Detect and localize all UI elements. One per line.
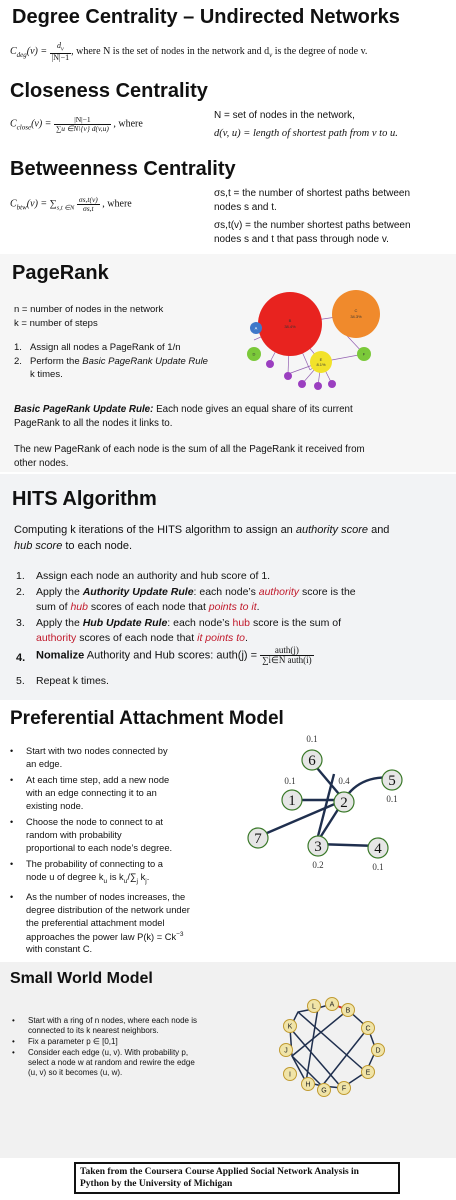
pa-bullet3-line2: random with probability: [26, 830, 122, 840]
betweenness-section: [0, 152, 456, 252]
pa-bullet2-line3: existing node.: [26, 801, 84, 811]
hits-step1: Assign each node an authority and hub score of 1.: [36, 570, 271, 582]
sw-bullet1-line2: connected to its k nearest neighbors.: [28, 1026, 159, 1035]
pagerank-node-small: [298, 380, 306, 388]
pagerank-node-small: [266, 360, 274, 368]
pagerank-label-b: B: [288, 318, 292, 323]
pagerank-new-text-line2: other nodes.: [14, 458, 69, 469]
pa-prob-1: 0.1: [284, 776, 296, 786]
pagerank-n-def: n = number of nodes in the network: [14, 304, 164, 315]
sw-bullet2: Fix a parameter p ∈ [0,1]: [28, 1037, 118, 1046]
bullet-dot: •: [10, 859, 14, 869]
pa-prob-4: 0.1: [372, 862, 384, 872]
sw-bullet3: Consider each edge (u, v). With probability p,: [28, 1048, 189, 1057]
sw-bullet3-line3: (u, v) so it becomes (u, w).: [28, 1068, 123, 1077]
sw-label-f: F: [341, 1085, 347, 1093]
pa-bullet1: Start with two nodes connected by: [26, 746, 168, 756]
sw-label-a: A: [329, 1001, 335, 1009]
bullet-dot: •: [12, 1048, 15, 1057]
hits-step3-num: 3.: [16, 617, 25, 629]
hits-step2: Apply the Authority Update Rule: each node’s authority score is the: [36, 586, 356, 598]
pa-prob-2: 0.4: [338, 776, 350, 786]
pa-node-4-label: 4: [374, 841, 382, 857]
pagerank-step1-num: 1.: [14, 342, 22, 353]
sw-bullet1: Start with a ring of n nodes, where each node is: [28, 1016, 197, 1025]
preferential-section: [0, 702, 456, 954]
preferential-graph: [246, 730, 446, 890]
bullet-dot: •: [10, 775, 14, 785]
pa-bullet5-line5: with constant C.: [26, 944, 93, 954]
hits-step4: Nomalize Authority and Hub scores: auth(j) = $\frac{\text{auth(j)}}{\text{∑i∈N auth(i)}}$: [36, 645, 312, 665]
sw-label-j: J: [284, 1047, 288, 1055]
sw-label-g: G: [321, 1087, 327, 1095]
closeness-section: [0, 72, 456, 152]
footer-line1: Taken from the Coursera Course Applied Social Network Analysis in: [80, 1167, 359, 1177]
bullet-dot: •: [10, 817, 14, 827]
pagerank-rule: Basic PageRank Update Rule: Each node gives an equal share of its current: [14, 404, 353, 415]
pagerank-label-f: F: [362, 351, 366, 357]
smallworld-graph: [268, 986, 428, 1106]
betweenness-def1a: σs,t = the number of shortest paths between: [214, 188, 411, 199]
hits-step3: Apply the Hub Update Rule: each node’s hub score is the sum of: [36, 617, 342, 629]
smallworld-bullets: [0, 962, 260, 1158]
pa-bullet3-line3: proportional to each node’s degree.: [26, 843, 173, 853]
pa-node-7-label: 7: [254, 831, 262, 847]
pa-bullet4: The probability of connecting to a: [26, 859, 163, 869]
betweenness-title: Betweenness Centrality: [10, 158, 236, 180]
hits-intro-line2: hub score to each node.: [14, 540, 133, 552]
sw-label-l: L: [312, 1003, 316, 1011]
pagerank-step1: Assign all nodes a PageRank of 1/n: [30, 342, 181, 353]
pagerank-value-c: 34.3%: [350, 314, 362, 319]
pagerank-step2-num: 2.: [14, 356, 22, 367]
pagerank-node-small: [328, 380, 336, 388]
pagerank-step2: Perform the Basic PageRank Update Rule: [30, 356, 208, 367]
hits-step5: Repeat k times.: [36, 675, 109, 687]
bullet-dot: •: [12, 1016, 15, 1025]
pagerank-section: [0, 254, 456, 472]
pagerank-label-a: A: [254, 325, 258, 331]
pa-prob-3: 0.2: [312, 860, 324, 870]
bullet-dot: •: [10, 746, 14, 756]
hits-step4-num: 4.: [16, 652, 26, 664]
pagerank-label-c: C: [354, 308, 358, 313]
sw-label-d: D: [375, 1047, 381, 1055]
sw-label-c: C: [365, 1025, 371, 1033]
sw-label-e: E: [365, 1069, 371, 1077]
pa-node-3-label: 3: [314, 839, 322, 855]
pagerank-node-small: [314, 382, 322, 390]
pa-node-5-label: 5: [388, 773, 396, 789]
sw-label-k: K: [287, 1023, 293, 1031]
pagerank-k-def: k = number of steps: [14, 318, 98, 329]
pa-bullet2-line2: with an edge connecting it to an: [26, 788, 157, 798]
sw-label-h: H: [305, 1081, 311, 1089]
pa-bullet5-line3: the preferential attachment model: [26, 918, 165, 928]
pa-node-1-label: 1: [288, 793, 296, 809]
bullet-dot: •: [10, 892, 14, 902]
sw-label-b: B: [345, 1007, 351, 1015]
hits-step2-num: 2.: [16, 586, 25, 598]
preferential-bullets: [0, 702, 240, 943]
sw-bullet3-line2: select a node w at random and rewire the edge: [28, 1058, 195, 1067]
degree-formula: $C_{deg}(v)$ = $\frac{d_v}{|N|-1}$ , where N is the set of nodes in the network and $d_v$ is the degree of node v.: [10, 41, 368, 62]
hits-section: [0, 474, 456, 700]
degree-section: [0, 0, 456, 72]
preferential-title: Preferential Attachment Model: [10, 708, 284, 729]
closeness-title: Closeness Centrality: [10, 80, 208, 102]
hits-step3-line2: authority scores of each node that it points to.: [36, 632, 248, 644]
pa-node-6-label: 6: [308, 753, 316, 769]
pa-prob-5: 0.1: [386, 794, 398, 804]
pa-bullet1-line2: an edge.: [26, 759, 63, 769]
hits-step1-num: 1.: [16, 570, 25, 582]
degree-title: Degree Centrality – Undirected Networks: [12, 6, 400, 28]
pa-bullet2: At each time step, add a new node: [26, 775, 170, 785]
hits-step2-line2: sum of hub scores of each node that points to it.: [36, 601, 260, 613]
sw-label-i: I: [289, 1071, 291, 1079]
closeness-formula: $C_{close}(v)$ = $\frac{|N|-1}{\sum u \in N\backslash\{v\} d(v,u)}$ , where: [10, 115, 143, 133]
pagerank-rule-line2: PageRank to all the nodes it links to.: [14, 418, 173, 429]
pa-node-2-label: 2: [340, 795, 348, 811]
betweenness-def1b: nodes s and t.: [214, 202, 277, 213]
pagerank-label-d: D: [252, 351, 256, 357]
pagerank-label-e: E: [319, 357, 323, 362]
hits-title: HITS Algorithm: [12, 488, 157, 510]
closeness-def-n: N = set of nodes in the network,: [214, 110, 355, 121]
pa-bullet3: Choose the node to connect to at: [26, 817, 163, 827]
footer-line2: Python by the University of Michigan: [80, 1179, 233, 1189]
pagerank-step2-k: k times.: [30, 369, 63, 380]
pagerank-value-b: 38.4%: [284, 324, 296, 329]
smallworld-section: [0, 962, 456, 1158]
footer-credit: [74, 1162, 400, 1194]
pagerank-value-e: 8.1%: [316, 362, 326, 367]
pagerank-graph: [236, 284, 396, 392]
pagerank-new-text: The new PageRank of each node is the sum of all the PageRank it received from: [14, 444, 365, 455]
pagerank-node-small: [284, 372, 292, 380]
closeness-def-d: d(v, u) = length of shortest path from v to u.: [214, 128, 398, 139]
hits-intro: Computing k iterations of the HITS algorithm to assign an authority score and: [14, 524, 390, 536]
pagerank-title: PageRank: [12, 262, 109, 284]
smallworld-title: Small World Model: [10, 970, 153, 987]
pa-bullet4-line2: node u of degree $k_u$ is $k_u/\sum_j$ $k_j$.: [26, 872, 150, 885]
betweenness-def2b: nodes s and t that pass through node v.: [214, 234, 389, 245]
pa-bullet5-line4: approaches the power law $P(k) = Ck^{-3}$: [26, 931, 184, 943]
pa-bullet5-line2: degree distribution of the network under: [26, 905, 190, 915]
betweenness-formula: $C_{btw}(v) = \sum_{s,t \in N}$ $\frac{\sigma s,t(v)}{\sigma s,t}$ , where: [10, 195, 132, 213]
bullet-dot: •: [12, 1037, 15, 1046]
hits-step5-num: 5.: [16, 675, 25, 687]
pa-bullet5: As the number of nodes increases, the: [26, 892, 186, 902]
pa-prob-6: 0.1: [306, 734, 318, 744]
betweenness-def2a: σs,t(v) = the number shortest paths between: [214, 220, 411, 231]
